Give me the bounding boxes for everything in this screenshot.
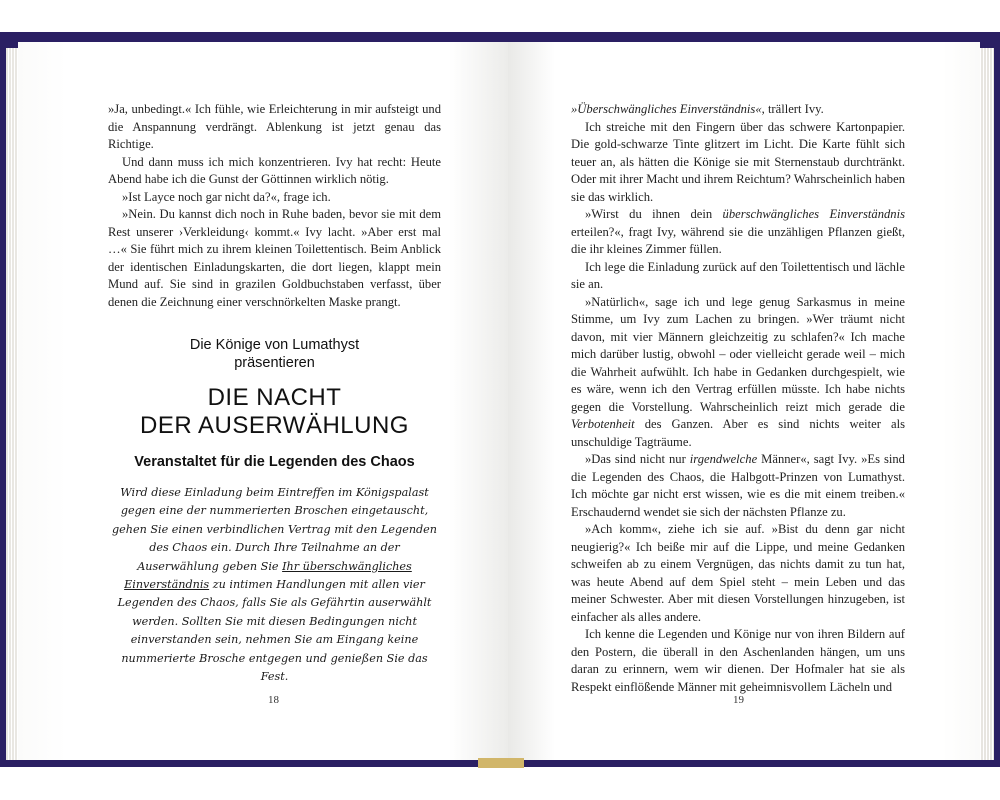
title-line: DER AUSERWÄHLUNG (140, 412, 409, 439)
italic-text: »Überschwängliches Einverständnis« (571, 102, 762, 116)
paragraph-text: erteilen?«, fragt Ivy, während sie die unzähligen Pflanzen gießt, die ihr kleines Zimmer füllen. (571, 224, 905, 256)
page-stack-right (980, 48, 994, 760)
title-line: DIE NACHT (207, 384, 342, 411)
paragraph: »Ach komm«, ziehe ich sie auf. »Bist du denn gar nicht neugierig?« Ich beiße mir auf die Lippe, und meine Gedanken schweifen ab zu einem Vergnügen, das nichts damit zu tun hat, was heute Abend auf dem Spiel steht – mein Leben und das meiner Schwester. Aber mit diesen Vorstellungen hinzugeben, ist einfacher als alles andere. (571, 522, 905, 624)
paragraph-text: , trällert Ivy. (761, 102, 824, 116)
invitation-presenter (108, 336, 441, 372)
invitation-body (108, 484, 441, 686)
invitation-title (108, 384, 441, 440)
paragraph-text: »Das sind nicht nur (585, 452, 690, 466)
paragraph: »Ist Layce noch gar nicht da?«, frage ich. (122, 189, 331, 204)
page-number-left: 18 (268, 694, 279, 706)
paragraph (571, 294, 905, 452)
invitation-card (108, 336, 441, 686)
page-number-right: 19 (733, 694, 744, 706)
paragraph: »Nein. Du kannst dich noch in Ruhe baden, bevor sie mit dem Rest unserer ›Verkleidung‹ kommt.« Ivy lacht. »Aber erst mal …« Sie führt mich zu ihrem kleinen Toilettentisch. Beim Anblick der identischen Einladungskarten, die dort liegen, klappt mein Mund auf. Sie sind in grazilen Goldbuchstaben verfasst, über denen die Zeichnung einer verschnörkelten Maske prangt. (108, 207, 441, 309)
italic-text: Verbotenheit (571, 417, 635, 431)
invitation-underlined-text: Ihr überschwängliches Einverständnis (124, 559, 412, 592)
left-page-text (108, 101, 441, 311)
presenter-line: Die Könige von Lumathyst (189, 337, 360, 353)
presenter-line: präsentieren (234, 355, 315, 371)
paragraph (571, 206, 905, 259)
italic-text: irgendwelche (689, 452, 758, 466)
paragraph-text: des Ganzen. Aber es sind nichts weiter als unschuldige Tagträume. (571, 417, 905, 449)
paragraph-text: »Natürlich«, sage ich und lege genug Sarkasmus in meine Stimme, um Ivy zum Lachen zu bringen. »Wer träumt nicht davon, mit vier Männern gleichzeitig zu schlafen?« Ich mache mich darüber lustig, obwohl – oder vielleicht gerade weil – mich die Wahrheit aufwühlt. Ich habe in Gedanken durchgespielt, wie es wäre, wenn ich den Vertrag erfüllen müsste. Ich habe nichts gegen die Vorstellung. Wahrscheinlich reizt mich gerade die (571, 294, 905, 414)
italic-text: überschwängliches Einverständnis (722, 207, 905, 221)
invitation-subtitle: Veranstaltet für die Legenden des Chaos (134, 454, 415, 470)
paragraph-text: »Wirst du ihnen dein (585, 207, 723, 221)
paragraph: Ich kenne die Legenden und Könige nur von ihren Bildern auf den Postern, die überall in den Aschenlanden hängen, um uns daran zu erinnern, wem wir dienen. Der Hofmaler hat sie als Respekt einflößende Männer mit geheimnisvollem Lächeln und (571, 627, 905, 694)
paragraph: Ich lege die Einladung zurück auf den Toilettentisch und lächle sie an. (571, 259, 905, 291)
bookmark-ribbon (478, 758, 524, 768)
paragraph-text: Männer«, sagt Ivy. »Es sind die Legenden des Chaos, die Halbgott-Prinzen von Lumathyst. Ich möchte gar nicht erst wissen, wie es die mit einem treiben.« Erschaudernd wendet sie sich der nächsten Pflanze zu. (571, 452, 905, 519)
paragraph: »Ja, unbedingt.« Ich fühle, wie Erleichterung in mir aufsteigt und die Anspannung verdrängt. Ablenkung ist jetzt genau das Richtige. (108, 102, 441, 151)
invitation-body-text: Wird diese Einladung beim Eintreffen im Königspalast gegen eine der nummerierten Broschen eingetauscht, gehen Sie einen verbindlichen Vertrag mit den Legenden des Chaos ein. Durch Ihre Teilnahme an der Auserwählung geben Sie (111, 486, 438, 573)
paragraph: Ich streiche mit den Fingern über das schwere Kartonpapier. Die gold-schwarze Tinte glitzert im Licht. Die Karte fühlt sich teuer an, als hätten die Könige sie mit Sternenstaub durchtränkt. Oder mit ihrer Macht und ihrem Reichtum? Wahrscheinlich haben sie das wirklich. (571, 119, 905, 204)
invitation-body-text: zu intimen Handlungen mit allen vier Legenden des Chaos, falls Sie als Gefährtin auserwählt werden. Sollten Sie mit diesen Bedingungen nicht einverstanden sein, nehmen Sie am Eingang keine nummerierte Brosche entgegen und genießen Sie das Fest. (117, 578, 432, 684)
paragraph: Und dann muss ich mich konzentrieren. Ivy hat recht: Heute Abend habe ich die Gunst der Göttinnen wirklich nötig. (108, 154, 441, 186)
right-page-text (571, 101, 905, 696)
page-stack-left (6, 48, 18, 760)
paragraph (571, 101, 905, 119)
paragraph (571, 451, 905, 521)
